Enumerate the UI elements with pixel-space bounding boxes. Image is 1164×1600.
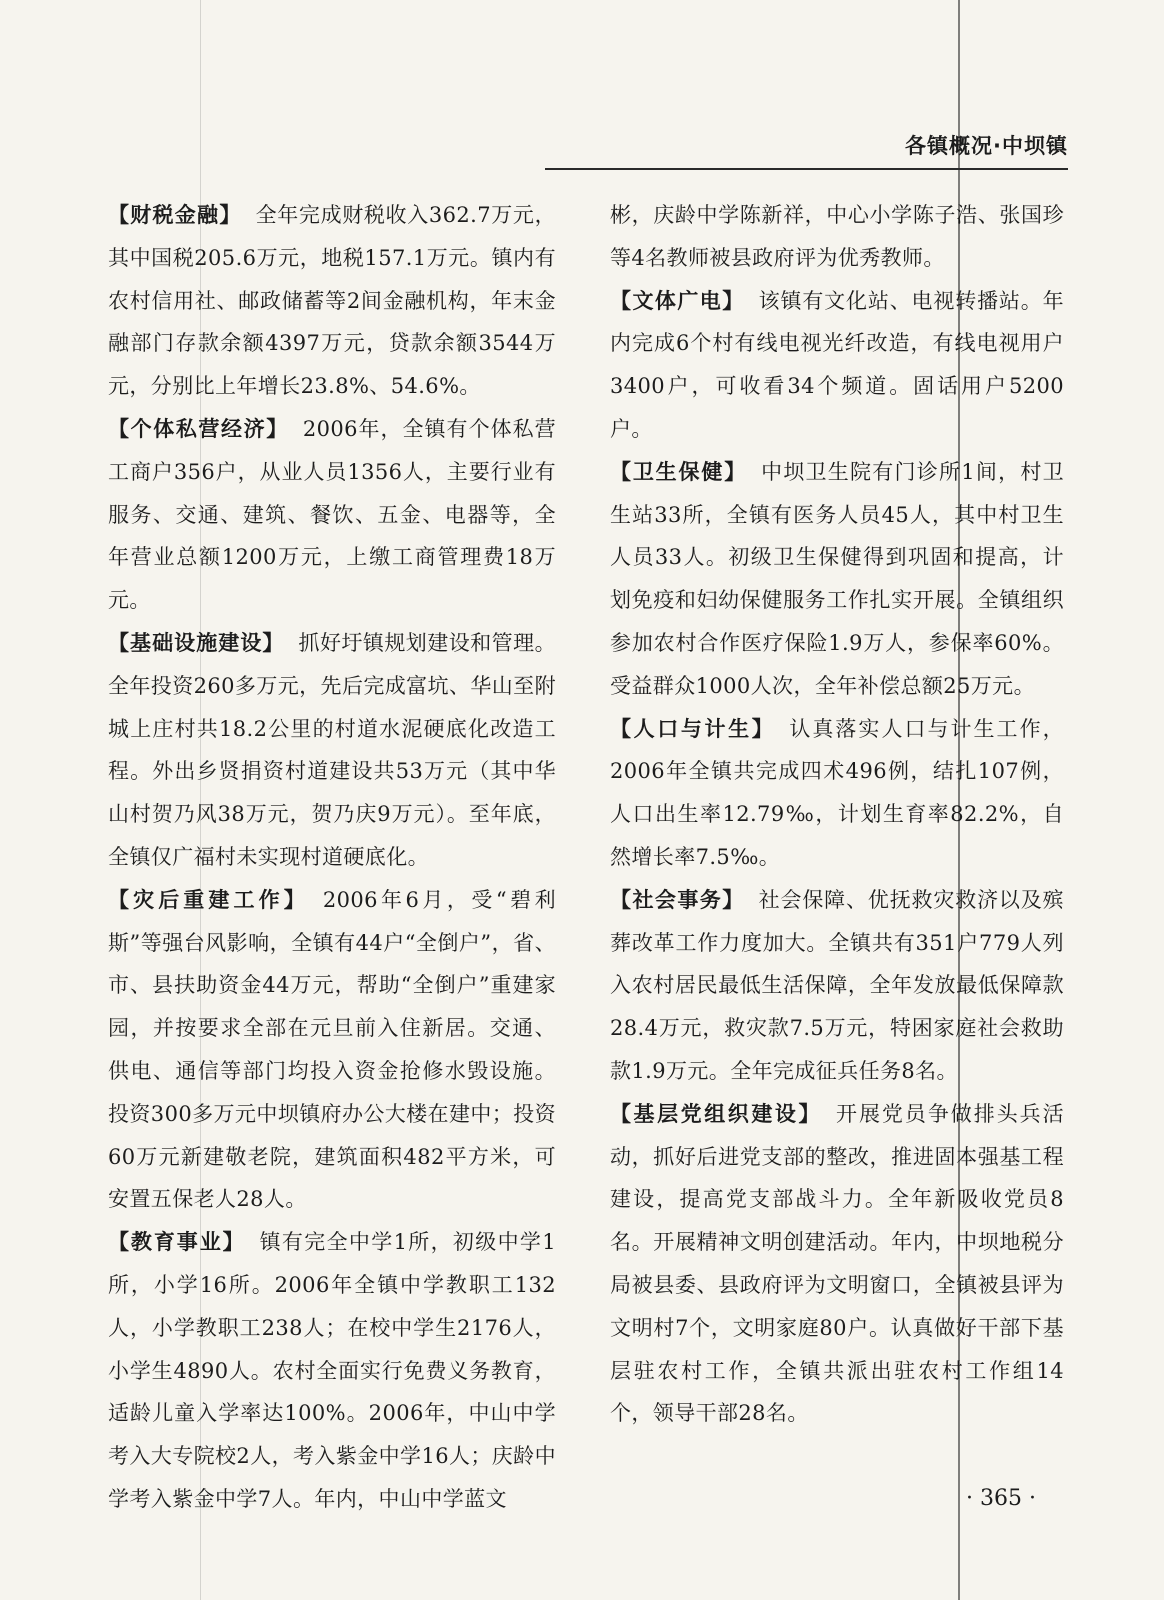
section-private-economy — [108, 408, 556, 622]
section-body: 彬，庆龄中学陈新祥，中心小学陈子浩、张国珍等4名教师被县政府评为优秀教师。 — [610, 203, 1064, 270]
section-title: 【教育事业】 — [108, 1230, 246, 1255]
section-title: 【人口与计生】 — [610, 716, 776, 741]
section-body: 2006年，全镇有个体私营工商户356户，从业人员1356人，主要行业有服务、交通、建筑、餐饮、五金、电器等，全年营业总额1200万元，上缴工商管理费18万元。 — [108, 416, 556, 613]
section-body: 镇有完全中学1所，初级中学1所，小学16所。2006年全镇中学教职工132人，小学教职工238人；在校中学生2176人，小学生4890人。农村全面实行免费义务教育，适龄儿童入学率达100%。2006年，中山中学考入大专院校2人，考入紫金中学16人；庆龄中学考入紫金中学7人。年内，中山中学蓝文 — [108, 1230, 557, 1511]
page-number: · 365 · — [966, 1486, 1036, 1511]
section-title: 【社会事务】 — [610, 887, 745, 912]
section-body: 2006年6月，受“碧利斯”等强台风影响，全镇有44户“全倒户”，省、市、县扶助资金44万元，帮助“全倒户”重建家园，并按要求全部在元旦前入住新居。交通、供电、通信等部门均投入资金抢修水毁设施。投资300多万元中坝镇府办公大楼在建中；投资60万元新建敬老院，建筑面积482平方米，可安置五保老人28人。 — [108, 887, 556, 1212]
section-body: 抓好圩镇规划建设和管理。全年投资260多万元，先后完成富坑、华山至附城上庄村共18.2公里的村道水泥硬底化改造工程。外出乡贤捐资村道建设共53万元（其中华山村贺乃风38万元，贺乃庆9万元）。至年底，全镇仅广福村未实现村道硬底化。 — [108, 630, 556, 869]
section-title: 【基层党组织建设】 — [610, 1101, 822, 1126]
section-body: 开展党员争做排头兵活动，抓好后进党支部的整改，推进固本强基工程建设，提高党支部战斗力。全年新吸收党员8名。开展精神文明创建活动。年内，中坝地税分局被县委、县政府评为文明窗口，全镇被县评为文明村7个，文明家庭80户。认真做好干部下基层驻农村工作，全镇共派出驻农村工作组14个，领导干部28名。 — [610, 1101, 1064, 1426]
section-title: 【文体广电】 — [610, 288, 745, 313]
section-infrastructure — [108, 622, 556, 879]
section-education-continued — [610, 194, 1064, 280]
section-education — [108, 1221, 556, 1521]
section-social-affairs — [610, 879, 1064, 1093]
section-disaster-rebuild — [108, 879, 556, 1221]
section-title: 【个体私营经济】 — [108, 416, 289, 441]
section-title: 【基础设施建设】 — [108, 630, 285, 655]
section-title: 【卫生保健】 — [610, 459, 748, 484]
section-body: 该镇有文化站、电视转播站。年内完成6个村有线电视光纤改造，有线电视用户3400户，可收看34个频道。固话用户5200户。 — [610, 288, 1064, 441]
section-body: 中坝卫生院有门诊所1间，村卫生站33所，全镇有医务人员45人，其中村卫生人员33人。初级卫生保健得到巩固和提高，计划免疫和妇幼保健服务工作扎实开展。全镇组织参加农村合作医疗保险1.9万人，参保率60%。受益群众1000人次，全年补偿总额25万元。 — [610, 459, 1064, 698]
section-body: 全年完成财税收入362.7万元，其中国税205.6万元，地税157.1万元。镇内有农村信用社、邮政储蓄等2间金融机构，年末金融部门存款余额4397万元，贷款余额3544万元，分别比上年增长23.8%、54.6%。 — [108, 203, 556, 399]
section-health — [610, 451, 1064, 708]
section-title: 【灾后重建工作】 — [108, 887, 309, 912]
section-party-building — [610, 1093, 1064, 1435]
header-title: 各镇概况·中坝镇 — [905, 134, 1068, 158]
section-body: 社会保障、优抚救灾救济以及殡葬改革工作力度加大。全镇共有351户779人列入农村居民最低生活保障，全年发放最低保障款28.4万元，救灾款7.5万元，特困家庭社会救助款1.9万元。全年完成征兵任务8名。 — [610, 887, 1064, 1083]
section-body: 认真落实人口与计生工作，2006年全镇共完成四术496例，结扎107例，人口出生率12.79‰，计划生育率82.2%，自然增长率7.5‰。 — [610, 716, 1064, 869]
section-population — [610, 708, 1064, 879]
left-column — [108, 194, 556, 1521]
section-title: 【财税金融】 — [108, 203, 242, 227]
section-culture-broadcast — [610, 280, 1064, 451]
section-finance-tax — [108, 194, 556, 408]
right-column — [610, 194, 1064, 1435]
running-header — [545, 128, 1068, 170]
